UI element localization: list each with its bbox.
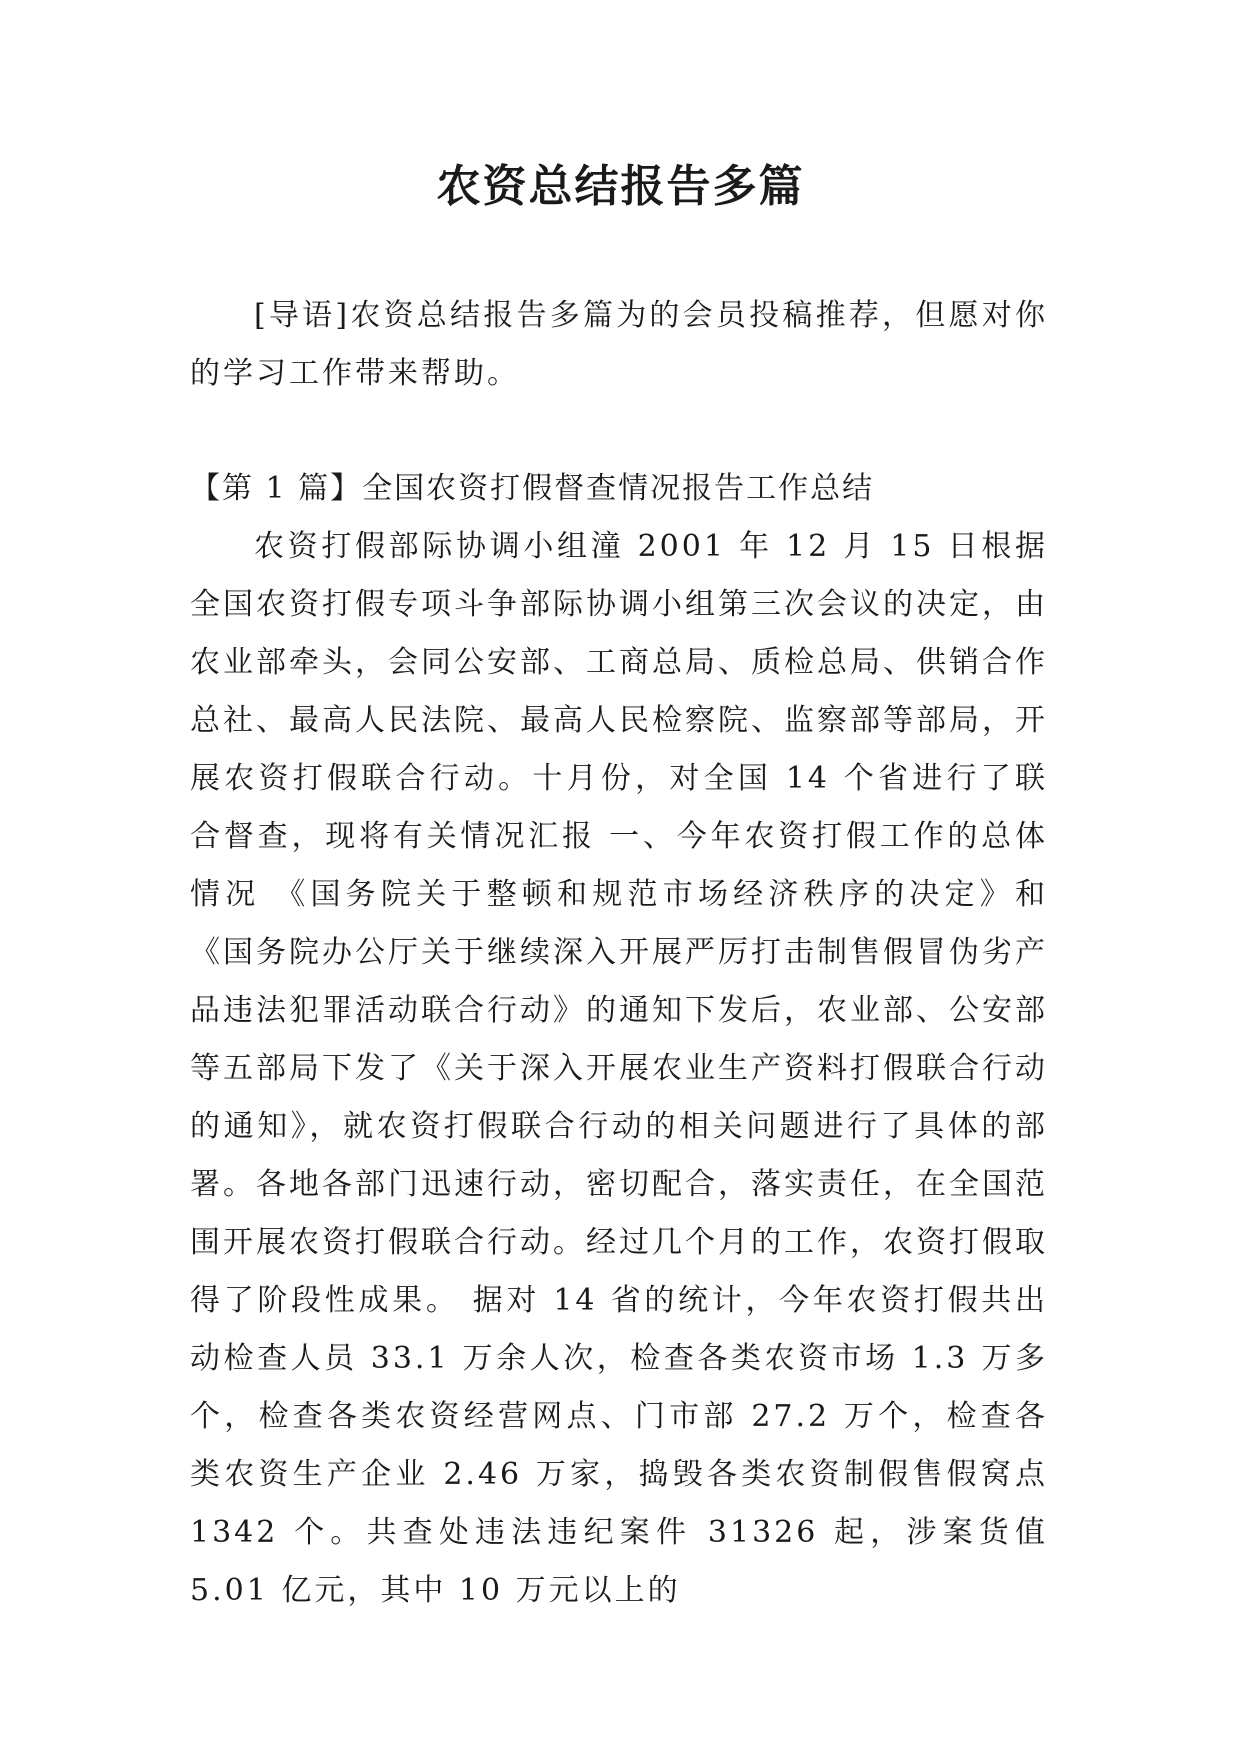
intro-paragraph: [导语]农资总结报告多篇为的会员投稿推荐，但愿对你的学习工作带来帮助。	[190, 298, 1048, 391]
document-title: 农资总结报告多篇	[436, 161, 805, 212]
section-body-paragraph: 农资打假部际协调小组潼 2001 年 12 月 15 日根据全国农资打假专项斗争部际协调小组第三次会议的决定，由农业部牵头，会同公安部、工商总局、质检总局、供销合作总社、最高人民法院、最高人民检察院、监察部等部局，开展农资打假联合行动。十月份，对全国 14 个省进行了联合督查，现将有关情况汇报 一、今年农资打假工作的总体情况 《国务院关于整顿和规范市场经济秩序的决定》和《国务院办公厅关于继续深入开展严厉打击制售假冒伪劣产品违法犯罪活动联合行动》的通知下发后，农业部、公安部等五部局下发了《关于深入开展农业生产资料打假联合行动的通知》，就农资打假联合行动的相关问题进行了具体的部署。各地各部门迅速行动，密切配合，落实责任，在全国范围开展农资打假联合行动。经过几个月的工作，农资打假取得了阶段性成果。 据对 14 省的统计，今年农资打假共出动检查人员 33.1 万余人次，检查各类农资市场 1.3 万多个，检查各类农资经营网点、门市部 27.2 万个，检查各类农资生产企业 2.46 万家，捣毁各类农资制假售假窝点 1342 个。共查处违法违纪案件 31326 起，涉案货值 5.01 亿元，其中 10 万元以上的	[190, 529, 1048, 1608]
section-heading: 【第 1 篇】全国农资打假督查情况报告工作总结	[190, 471, 875, 506]
